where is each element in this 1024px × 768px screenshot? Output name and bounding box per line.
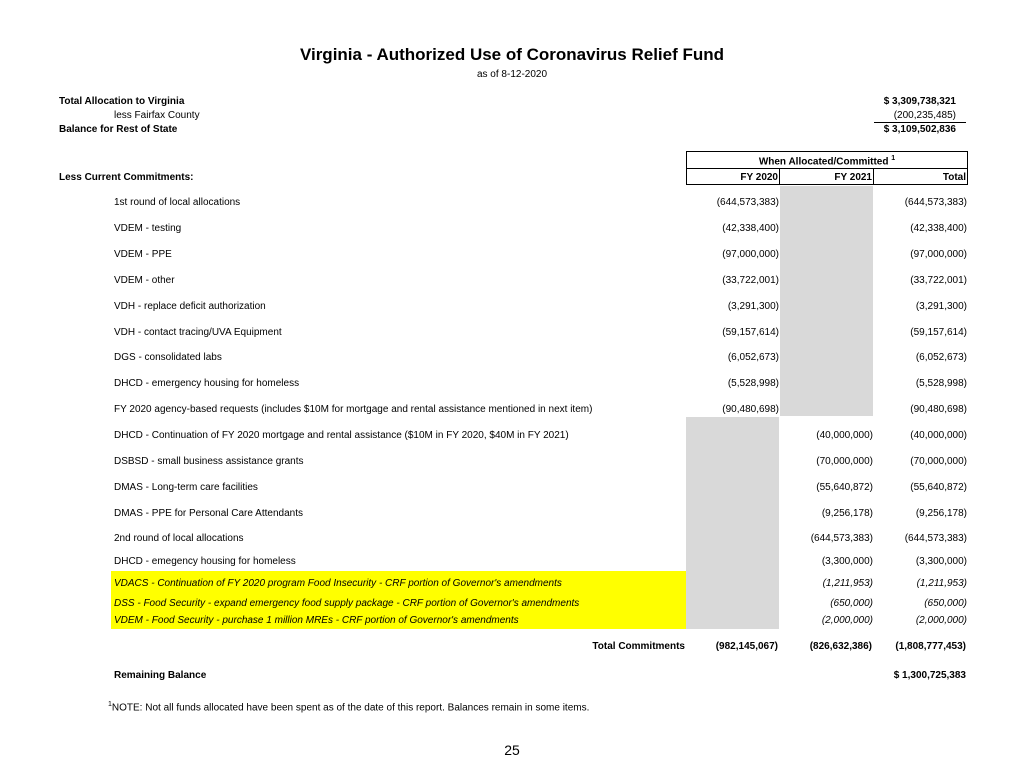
row-label: DGS - consolidated labs	[114, 352, 222, 363]
report-date: as of 8-12-2020	[476, 69, 548, 80]
row-value-total: (650,000)	[924, 598, 967, 609]
row-label: VDEM - Food Security - purchase 1 million MREs - CRF portion of Governor's amendments	[114, 615, 519, 626]
row-value-total: (42,338,400)	[910, 223, 967, 234]
total-allocation-label: Total Allocation to Virginia	[59, 96, 185, 107]
row-value-total: (90,480,698)	[910, 404, 967, 415]
row-label: FY 2020 agency-based requests (includes $10M for mortgage and rental assistance mentioned in next item)	[114, 404, 593, 415]
row-value-fy2020: (59,157,614)	[722, 327, 779, 338]
total-commitments-total: (1,808,777,453)	[895, 641, 966, 652]
total-commitments-fy2020: (982,145,067)	[715, 641, 778, 652]
row-value-fy2020: (644,573,383)	[716, 197, 779, 208]
row-value-total: (97,000,000)	[910, 249, 967, 260]
row-value-total: (644,573,383)	[904, 197, 967, 208]
row-label: VDACS - Continuation of FY 2020 program Food Insecurity - CRF portion of Governor's amendments	[114, 578, 562, 589]
header-box-bottom	[686, 184, 968, 185]
fy2020-empty-shade	[686, 417, 779, 629]
balance-value: $ 3,109,502,836	[883, 124, 956, 135]
row-label: VDH - contact tracing/UVA Equipment	[114, 327, 282, 338]
page-number: 25	[504, 742, 520, 758]
row-label: DHCD - emergency housing for homeless	[114, 378, 300, 389]
row-value-total: (1,211,953)	[916, 578, 967, 589]
row-value-fy2021: (40,000,000)	[816, 430, 873, 441]
remaining-balance-value: $ 1,300,725,383	[893, 670, 966, 681]
row-value-fy2021: (70,000,000)	[816, 456, 873, 467]
col-header-total: Total	[942, 172, 966, 183]
row-label: DHCD - emegency housing for homeless	[114, 556, 296, 567]
page-title: Virginia - Authorized Use of Coronavirus Relief Fund	[299, 45, 725, 64]
footnote-marker: 1	[108, 701, 112, 708]
row-label: DSBSD - small business assistance grants	[114, 456, 304, 467]
row-value-total: (2,000,000)	[915, 615, 967, 626]
row-value-fy2021: (3,300,000)	[821, 556, 873, 567]
row-value-fy2020: (3,291,300)	[727, 301, 779, 312]
balance-label: Balance for Rest of State	[59, 124, 178, 135]
header-group-label: When Allocated/Committed	[758, 156, 889, 168]
row-value-total: (40,000,000)	[910, 430, 967, 441]
row-label: 2nd round of local allocations	[114, 533, 244, 544]
less-fairfax-value: (200,235,485)	[893, 110, 956, 121]
commitments-label: Less Current Commitments:	[59, 172, 194, 183]
row-label: DHCD - Continuation of FY 2020 mortgage and rental assistance ($10M in FY 2020, $40M in FY 2021)	[114, 430, 569, 441]
row-value-fy2021: (2,000,000)	[821, 615, 873, 626]
row-value-total: (70,000,000)	[910, 456, 967, 467]
row-value-total: (3,291,300)	[915, 301, 967, 312]
footnote-text: NOTE: Not all funds allocated have been spent as of the date of this report. Balances remain in some items.	[111, 702, 590, 714]
row-value-fy2020: (33,722,001)	[722, 275, 779, 286]
row-value-fy2021: (1,211,953)	[822, 578, 873, 589]
row-value-total: (3,300,000)	[915, 556, 967, 567]
row-value-total: (33,722,001)	[910, 275, 967, 286]
header-group-footnote-marker: 1	[891, 155, 896, 162]
row-value-total: (55,640,872)	[910, 482, 967, 493]
row-value-total: (9,256,178)	[915, 508, 967, 519]
header-group	[686, 155, 968, 167]
row-value-total: (5,528,998)	[915, 378, 967, 389]
row-label: DMAS - Long-term care facilities	[114, 482, 258, 493]
footnote	[108, 701, 589, 713]
col-header-fy2020: FY 2020	[740, 172, 778, 183]
row-value-fy2021: (650,000)	[830, 598, 873, 609]
row-value-fy2020: (6,052,673)	[727, 352, 779, 363]
row-label: DMAS - PPE for Personal Care Attendants	[114, 508, 303, 519]
row-value-total: (6,052,673)	[915, 352, 967, 363]
total-allocation-value: $ 3,309,738,321	[883, 96, 956, 107]
row-value-fy2021: (9,256,178)	[821, 508, 873, 519]
row-value-total: (59,157,614)	[910, 327, 967, 338]
row-label: VDEM - testing	[114, 223, 182, 234]
remaining-balance-label: Remaining Balance	[114, 670, 207, 681]
row-label: VDH - replace deficit authorization	[114, 301, 266, 312]
row-value-fy2021: (55,640,872)	[816, 482, 873, 493]
row-value-total: (644,573,383)	[904, 533, 967, 544]
row-value-fy2021: (644,573,383)	[810, 533, 873, 544]
fy2021-empty-shade	[780, 186, 873, 416]
row-label: DSS - Food Security - expand emergency food supply package - CRF portion of Governor's amendments	[114, 598, 580, 609]
col-header-fy2021: FY 2021	[834, 172, 872, 183]
header-box-top	[686, 151, 968, 152]
total-commitments-fy2021: (826,632,386)	[809, 641, 872, 652]
row-value-fy2020: (90,480,698)	[722, 404, 779, 415]
header-box-mid	[686, 168, 968, 169]
less-fairfax-label: less Fairfax County	[114, 110, 200, 121]
row-label: VDEM - other	[114, 275, 175, 286]
row-value-fy2020: (97,000,000)	[722, 249, 779, 260]
row-value-fy2020: (42,338,400)	[722, 223, 779, 234]
row-value-fy2020: (5,528,998)	[727, 378, 779, 389]
summary-underline	[874, 122, 966, 123]
total-commitments-label: Total Commitments	[592, 641, 685, 652]
row-label: VDEM - PPE	[114, 249, 172, 260]
row-label: 1st round of local allocations	[114, 197, 241, 208]
